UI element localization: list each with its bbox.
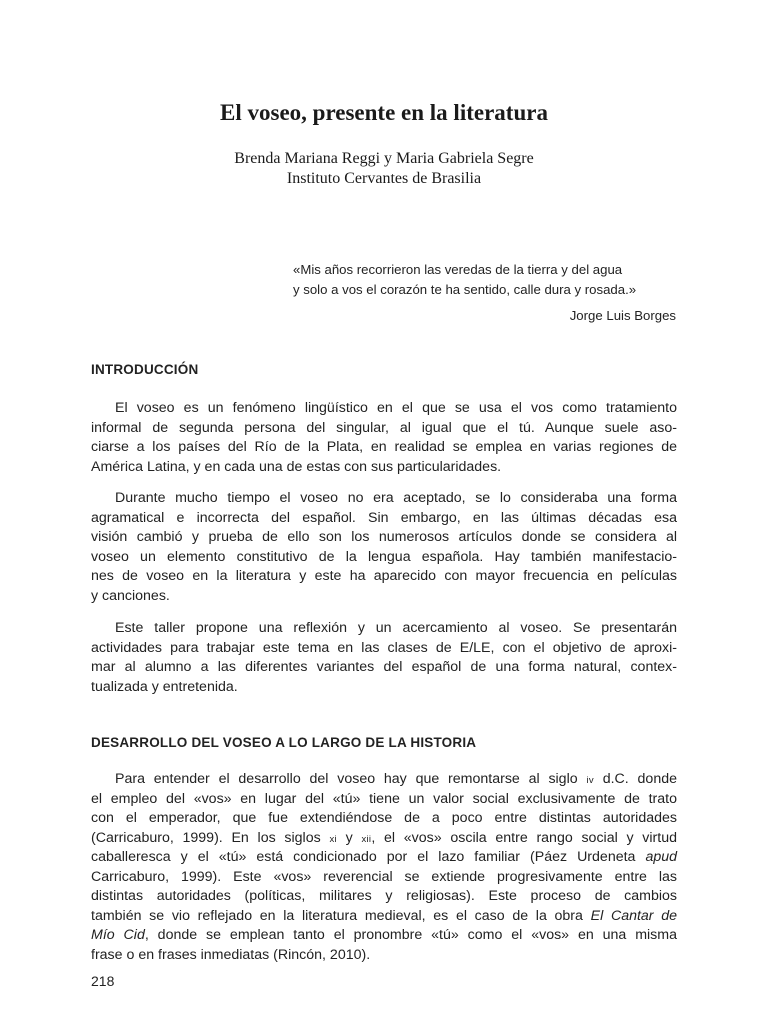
century-numeral: iv (586, 775, 594, 786)
epigraph (293, 260, 676, 326)
century-numeral: xii (361, 833, 372, 845)
paragraph-line: agramatical e incorrecta del español. Sin embargo, en las últimas décadas esa (91, 509, 677, 526)
epigraph-line: y solo a vos el corazón te ha sentido, calle dura y rosada.» (293, 281, 637, 297)
paragraph-line: El voseo es un fenómeno lingüístico en el que se usa el vos como tratamiento (115, 400, 677, 416)
epigraph-line: «Mis años recorrieron las veredas de la tierra y del agua (293, 262, 623, 277)
section-heading-introduction: INTRODUCCIÓN (91, 362, 199, 377)
line-text: d.C. donde (602, 771, 677, 787)
paragraph-line: visión cambió y prueba de ello son los numerosos artículos donde se considera al (91, 529, 677, 545)
line-text: y (345, 829, 353, 846)
paragraph-line: actividades para trabajar este tema en las clases de E/LE, con el objetivo de aproxi- (91, 639, 677, 656)
line-text: Para entender el desarrollo del voseo hay que remontarse al siglo (115, 771, 578, 787)
paragraph-line (91, 829, 677, 849)
paragraph-line: y canciones. (91, 587, 170, 604)
paragraph-line: Carricaburo, 1999). Este «vos» reverencial se extiende progresivamente entre las (91, 868, 677, 885)
paragraph-line: Este taller propone una reflexión y un acercamiento al voseo. Se presentarán (115, 620, 677, 636)
paragraph-line: mar al alumno a las diferentes variantes del español de una forma natural, contex- (91, 659, 677, 675)
work-title: El Cantar de (590, 907, 677, 924)
paragraph-line (91, 907, 677, 927)
paragraph-line: voseo un elemento constitutivo de la lengua española. Hay también manifestacio- (91, 548, 677, 565)
page-number: 218 (91, 973, 115, 989)
intro-paragraph-3 (91, 619, 677, 697)
line-text: , el «vos» oscila entre rango social y virtud (371, 829, 677, 846)
paragraph-line: América Latina, y en cada una de estas con sus particularidades. (91, 458, 502, 475)
paragraph-line (91, 770, 677, 790)
line-text: (Carricaburo, 1999). En los siglos (91, 829, 321, 846)
paragraph-line: el empleo del «vos» en lugar del «tú» tiene un valor social exclusivamente de trato (91, 790, 677, 807)
paragraph-line: con el emperador, que fue extendiéndose de a poco entre distintas autoridades (91, 810, 677, 826)
line-text: caballeresca y el «tú» está condicionado por el lazo familiar (Páez Urdeneta (91, 849, 636, 865)
history-paragraph-1 (91, 770, 677, 965)
paragraph-line: tualizada y entretenida. (91, 678, 238, 695)
work-title: Mío Cid (91, 927, 145, 943)
article-title: El voseo, presente en la literatura (220, 100, 548, 125)
paragraph-line: distintas autoridades (políticas, militares y religiosas). Este proceso de cambios (91, 888, 677, 904)
author-block (0, 149, 768, 189)
paragraph-line: ciarse a los países del Río de la Plata, en realidad se emplea en varias regiones de (91, 439, 677, 455)
paragraph-line: nes de voseo en la literatura y este ha aparecido con mayor frecuencia en películas (91, 568, 677, 584)
paragraph-line: Durante mucho tiempo el voseo no era aceptado, se lo consideraba una forma (115, 490, 677, 506)
century-numeral: xi (329, 833, 337, 845)
author-names: Brenda Mariana Reggi y Maria Gabriela Segre (234, 150, 534, 167)
paragraph-line: informal de segunda persona del singular, al igual que el tú. Aunque suele aso- (91, 419, 677, 436)
epigraph-attribution: Jorge Luis Borges (569, 308, 676, 323)
section-heading-history: DESARROLLO DEL VOSEO A LO LARGO DE LA HISTORIA (91, 735, 477, 750)
paragraph-line: frase o en frases inmediatas (Rincón, 2010). (91, 946, 371, 963)
author-affiliation: Instituto Cervantes de Brasilia (286, 170, 482, 187)
line-text: , donde se emplean tanto el pronombre «tú» como el «vos» en una misma (144, 927, 677, 943)
italic-term: apud (645, 849, 677, 865)
line-text: también se vio reflejado en la literatura medieval, es el caso de la obra (91, 907, 583, 924)
intro-paragraph-1 (91, 399, 677, 477)
paragraph-line (91, 926, 677, 946)
paragraph-line (91, 848, 677, 868)
intro-paragraph-2 (91, 489, 677, 606)
